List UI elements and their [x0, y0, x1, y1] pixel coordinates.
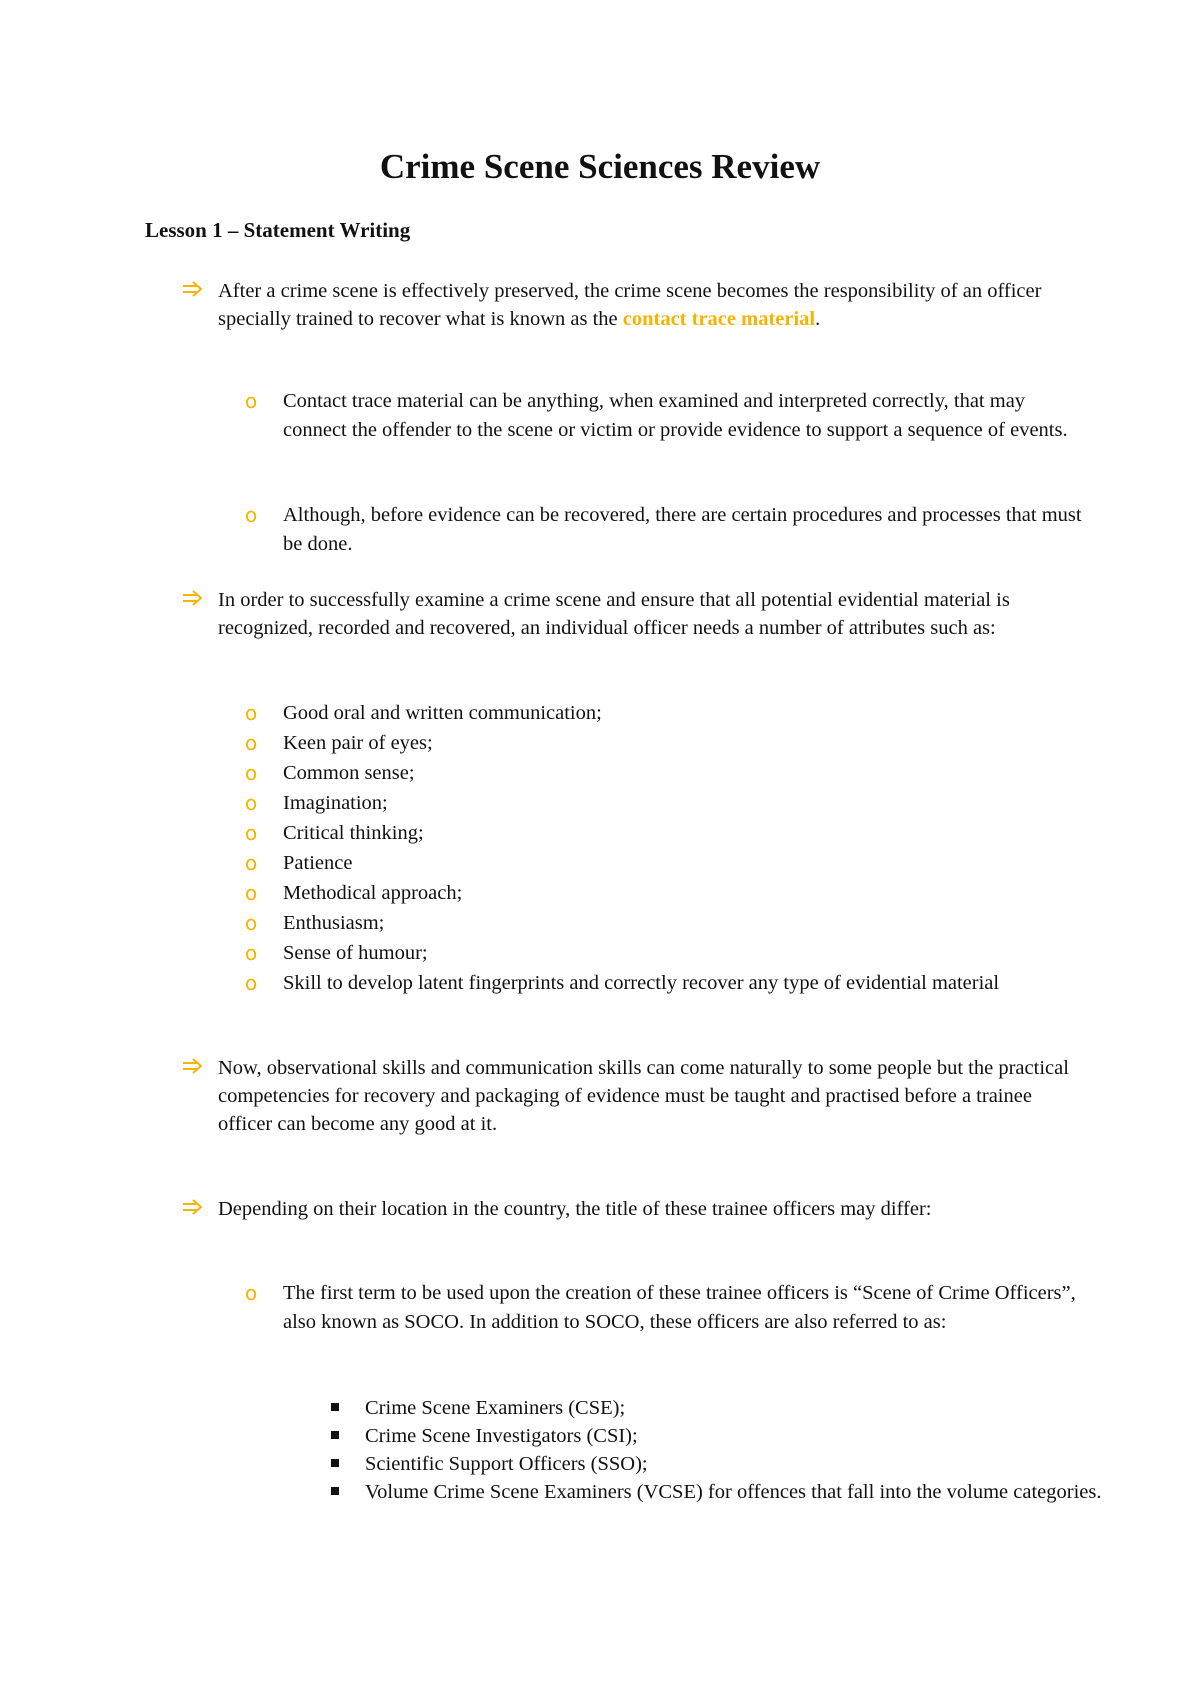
square-bullet-icon: [331, 1459, 339, 1467]
circle-bullet-icon: o: [245, 791, 258, 815]
list-item-text: Crime Scene Examiners (CSE);: [365, 1397, 626, 1419]
list-item-text: Scientific Support Officers (SSO);: [365, 1453, 648, 1475]
list-item-text: Good oral and written communication;: [283, 702, 602, 724]
circle-bullet-icon: o: [245, 701, 258, 725]
circle-bullet-icon: o: [245, 911, 258, 935]
circle-bullet-icon: o: [245, 731, 258, 755]
list-item-text: Contact trace material can be anything, when examined and interpreted correctly, that may connect the offender to the scene or victim or provide evidence to support a sequence of events.: [283, 390, 1068, 441]
double-arrow-icon: [181, 588, 205, 608]
paragraph-text: [218, 277, 1088, 333]
circle-bullet-icon: o: [245, 389, 258, 413]
square-bullet-icon: [331, 1431, 339, 1439]
list-item-text: Skill to develop latent fingerprints and correctly recover any type of evidential material: [283, 972, 1000, 994]
paragraph-text: In order to successfully examine a crime scene and ensure that all potential evidential material is recognized, recorded and recovered, an individual officer needs a number of attributes such as:: [218, 589, 1010, 639]
list-item-text: Enthusiasm;: [283, 912, 385, 934]
double-arrow-icon: [181, 279, 205, 299]
list-item-text: Crime Scene Investigators (CSI);: [365, 1425, 638, 1447]
circle-bullet-icon: o: [245, 851, 258, 875]
list-item-text: Common sense;: [283, 762, 415, 784]
text-run: .: [815, 308, 821, 330]
lesson-heading: Lesson 1 – Statement Writing: [145, 218, 411, 242]
list-item-text: The first term to be used upon the creation of these trainee officers is “Scene of Crime Officers”, also known as SOCO. In addition to SOCO, these officers are also referred to as:: [283, 1282, 1076, 1333]
circle-bullet-icon: o: [245, 1281, 258, 1305]
square-bullet-icon: [331, 1487, 339, 1495]
list-item-text: Imagination;: [283, 792, 388, 814]
paragraph-text: Depending on their location in the country, the title of these trainee officers may differ:: [218, 1198, 932, 1220]
list-item-text: Sense of humour;: [283, 942, 428, 964]
circle-bullet-icon: o: [245, 941, 258, 965]
circle-bullet-icon: o: [245, 761, 258, 785]
list-item-text: Keen pair of eyes;: [283, 732, 433, 754]
double-arrow-icon: [181, 1056, 205, 1076]
circle-bullet-icon: o: [245, 821, 258, 845]
list-item-text: Volume Crime Scene Examiners (VCSE) for offences that fall into the volume categories.: [365, 1481, 1102, 1503]
paragraph-text: Now, observational skills and communication skills can come naturally to some people but the practical competencies for recovery and packaging of evidence must be taught and practised before a trainee officer can become any good at it.: [218, 1057, 1069, 1135]
list-item-text: Patience: [283, 852, 353, 874]
circle-bullet-icon: o: [245, 971, 258, 995]
list-item-text: Methodical approach;: [283, 882, 463, 904]
text-run: After a crime scene is effectively preserved, the crime scene becomes the responsibility of an officer specially trained to recover what is known as the: [218, 280, 1042, 330]
square-bullet-icon: [331, 1403, 339, 1411]
circle-bullet-icon: o: [245, 881, 258, 905]
list-item-text: Critical thinking;: [283, 822, 424, 844]
highlighted-term: contact trace material: [622, 308, 816, 330]
double-arrow-icon: [181, 1197, 205, 1217]
list-item-text: Although, before evidence can be recovered, there are certain procedures and processes that must be done.: [283, 504, 1082, 555]
circle-bullet-icon: o: [245, 503, 258, 527]
document-title: Crime Scene Sciences Review: [379, 147, 821, 186]
